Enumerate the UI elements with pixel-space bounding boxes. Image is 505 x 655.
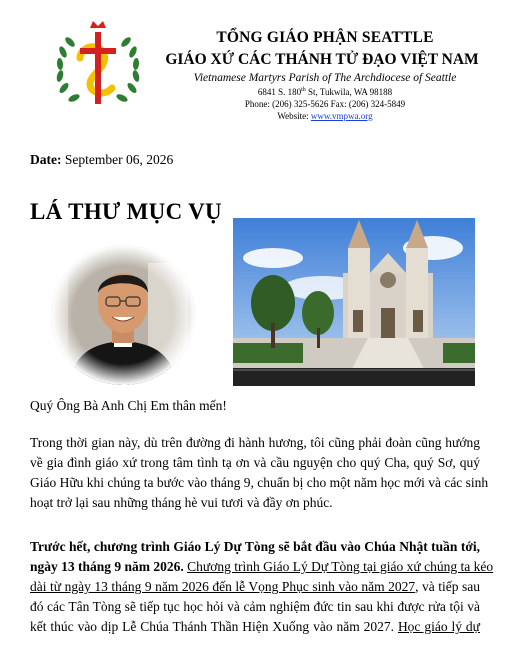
bold-text: ngày 13 tháng 9 năm 2026.: [30, 559, 184, 574]
parish-english-name: Vietnamese Martyrs Parish of The Archdiocese of Seattle: [193, 72, 457, 84]
letter-title: LÁ THƯ MỤC VỤ: [30, 199, 222, 224]
church-photo: [233, 218, 475, 386]
paragraph-line: đó các Tân Tòng sẽ tiếp tục học hỏi và cảm nghiệm đức tin sau khi được rửa tội và: [30, 599, 480, 614]
paragraph-line: Trong thời gian này, dù trên đường đi hành hương, tôi cũng phải đoàn cũng hướng: [30, 435, 480, 450]
parish-phone: Phone: (206) 325-5626 Fax: (206) 324-5849: [244, 99, 406, 109]
letter-date: [30, 152, 173, 168]
paragraph-line: về gia đình giáo xứ trong tâm tình tạ ơn và cầu nguyện cho quý Cha, quý Sơ, quý: [30, 455, 480, 470]
underlined-text: dài từ ngày 13 tháng 9 năm 2026 đến lễ Vọng Phục sinh vào năm 2027: [30, 579, 416, 594]
parish-address: [160, 87, 490, 97]
date-value: September 06, 2026: [61, 152, 174, 167]
website-label: Website:: [277, 111, 311, 121]
parish-logo-cross-icon: [50, 18, 146, 114]
date-label: Date:: [30, 152, 62, 167]
paragraph-line: hoạt trở lại sau những tháng hè vui tươi và đầy ơn phúc.: [30, 495, 333, 510]
paragraph-line: [30, 617, 480, 637]
underlined-text: Chương trình Giáo Lý Dự Tòng tại giáo xứ chúng ta kéo: [187, 559, 494, 574]
paragraph-text: kết thúc vào dịp Lễ Chúa Thánh Thần Hiện Xuống vào năm 2027.: [30, 619, 398, 634]
paragraph-text: , và tiếp sau: [415, 579, 480, 594]
address-sup: th: [301, 87, 306, 93]
bold-text: Trước hết, chương trình Giáo Lý Dự Tòng sẽ bắt đầu vào Chúa Nhật tuần tới,: [30, 539, 480, 554]
paragraph-line: [30, 557, 494, 577]
underlined-text: Học giáo lý dự: [397, 619, 480, 634]
letter-paragraph-2: [30, 537, 494, 637]
parish-name: GIÁO XỨ CÁC THÁNH TỬ ĐẠO VIỆT NAM: [165, 51, 479, 68]
priest-portrait: [48, 243, 198, 388]
paragraph-line: [30, 577, 480, 597]
archdiocese-name: TỔNG GIÁO PHẬN SEATTLE: [216, 29, 434, 46]
address-prefix: 6841 S. 180: [257, 87, 302, 97]
address-suffix: St, Tukwila, WA 98188: [305, 87, 393, 97]
parish-logo: [50, 18, 146, 114]
letter-paragraph-1: [30, 433, 489, 513]
paragraph-line: [30, 537, 480, 557]
parish-website: [160, 111, 490, 121]
website-link[interactable]: www.vmpwa.org: [310, 111, 373, 121]
letter-greeting: Quý Ông Bà Anh Chị Em thân mến!: [30, 398, 227, 413]
paragraph-line: Giáo Hữu khi chúng ta bước vào tháng 9, chuẩn bị cho một năm học mới và các sinh: [30, 475, 489, 490]
